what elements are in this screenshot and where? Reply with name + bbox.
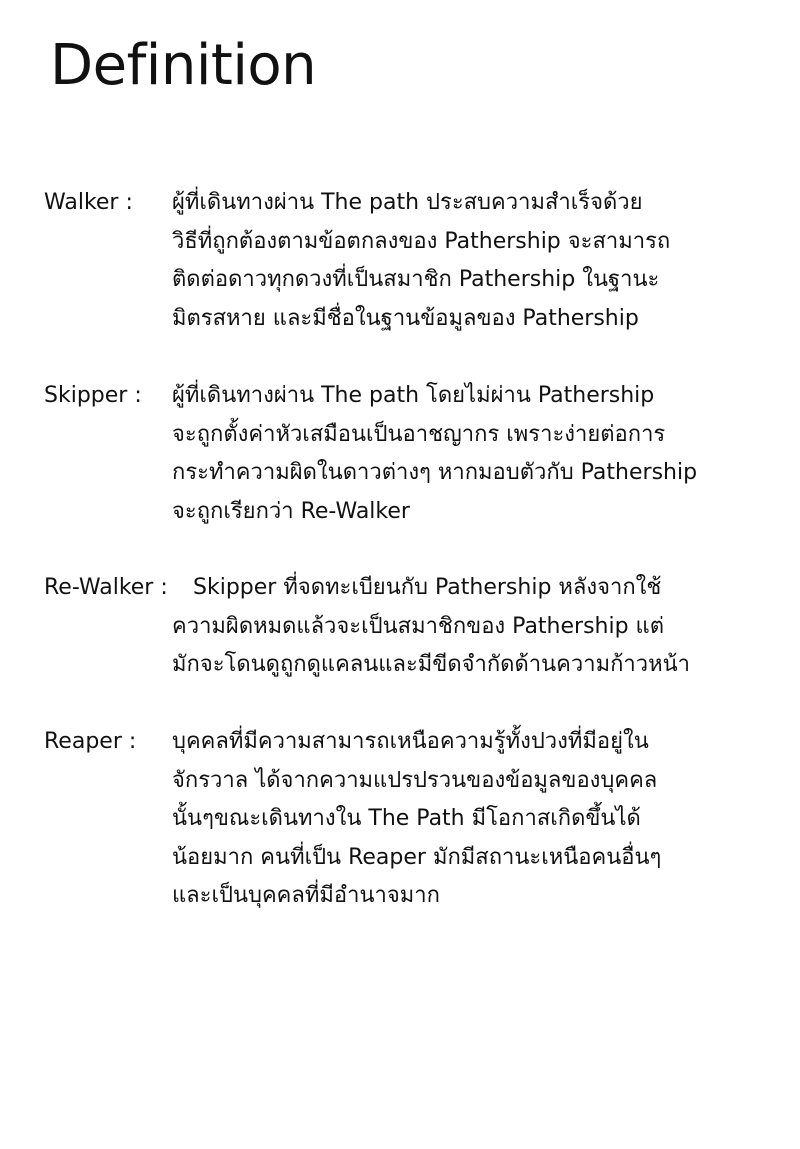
definition-walker — [44, 184, 784, 338]
term-re-walker: Re-Walker : — [44, 575, 168, 600]
term-reaper: Reaper : — [44, 729, 137, 754]
definition-line: Skipper ที่จดทะเบียนกับ Pathership หลังจากใช้ — [193, 575, 662, 600]
definition-line: ผู้ที่เดินทางผ่าน The path ประสบความสำเร็จด้วย — [172, 190, 643, 215]
definition-line: จะถูกตั้งค่าหัวเสมือนเป็นอาชญากร เพราะง่ายต่อการ — [172, 421, 666, 447]
definition-line: มิตรสหาย และมีชื่อในฐานข้อมูลของ Pathership — [172, 305, 639, 331]
definition-line: บุคคลที่มีความสามารถเหนือความรู้ทั้งปวงที่มีอยู่ใน — [172, 729, 649, 754]
definition-line: จะถูกเรียกว่า Re-Walker — [172, 498, 410, 524]
definition-line: ความผิดหมดแล้วจะเป็นสมาชิกของ Pathership แต่ — [172, 613, 665, 639]
definition-line: วิธีที่ถูกต้องตามข้อตกลงของ Pathership จะสามารถ — [172, 228, 671, 254]
definition-line: และเป็นบุคคลที่มีอำนาจมาก — [172, 883, 440, 908]
definition-line: ติดต่อดาวทุกดวงที่เป็นสมาชิก Pathership ในฐานะ — [172, 267, 660, 292]
term-walker: Walker : — [44, 190, 133, 215]
definition-line: นั้นๆขณะเดินทางใน The Path มีโอกาสเกิดขึ้นได้ — [172, 806, 641, 831]
definition-line: น้อยมาก คนที่เป็น Reaper มักมีสถานะเหนือคนอื่นๆ — [172, 844, 662, 870]
definition-line: มักจะโดนดูถูกดูแคลนและมีขีดจำกัดด้านความก้าวหน้า — [172, 652, 690, 677]
definition-line: กระทำความผิดในดาวต่างๆ หากมอบตัวกับ Pathership — [172, 460, 698, 485]
page-title: Definition — [50, 33, 317, 98]
definition-reaper — [44, 723, 784, 916]
definition-re-walker — [44, 569, 784, 685]
term-skipper: Skipper : — [44, 383, 142, 408]
definition-line: ผู้ที่เดินทางผ่าน The path โดยไม่ผ่าน Pathership — [172, 383, 655, 408]
definition-skipper — [44, 377, 784, 531]
definition-line: จักรวาล ได้จากความแปรปรวนของข้อมูลของบุคคล — [172, 767, 658, 793]
